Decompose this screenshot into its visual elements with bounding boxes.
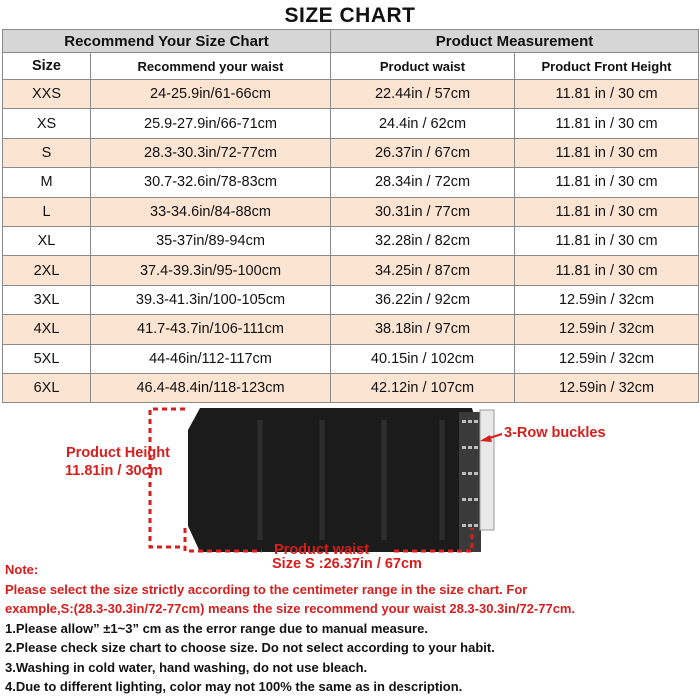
cell-recommend-waist: 41.7-43.7in/106-111cm [91, 315, 331, 344]
table-row [3, 109, 699, 138]
height-value: 11.81in / 30cm [65, 463, 163, 479]
cell-product-waist: 38.18in / 97cm [331, 315, 515, 344]
cell-product-waist: 42.12in / 107cm [331, 373, 515, 402]
cell-size: 5XL [3, 344, 91, 373]
table-row [3, 285, 699, 314]
cell-size: XS [3, 109, 91, 138]
cell-size: S [3, 138, 91, 167]
notes-heading: Note: [5, 562, 39, 577]
cell-product-waist: 32.28in / 82cm [331, 226, 515, 255]
column-header-front-height: Product Front Height [515, 53, 699, 80]
table-column-header-row [3, 53, 699, 80]
table-row [3, 256, 699, 285]
product-diagram [2, 406, 698, 560]
cell-product-waist: 24.4in / 62cm [331, 109, 515, 138]
table-row [3, 168, 699, 197]
size-chart-table [2, 29, 699, 403]
cell-front-height: 12.59in / 32cm [515, 344, 699, 373]
notes-item: 1.Please allow” ±1~3” cm as the error range due to manual measure. [5, 620, 428, 636]
buckles-label: 3-Row buckles [504, 425, 606, 441]
group-header-recommend: Recommend Your Size Chart [3, 30, 331, 53]
cell-product-waist: 36.22in / 92cm [331, 285, 515, 314]
notes-item: 2.Please check size chart to choose size. Do not select according to your habit. [5, 640, 495, 655]
group-header-measurement: Product Measurement [331, 30, 699, 53]
table-row [3, 80, 699, 109]
column-header-product-waist: Product waist [331, 53, 515, 80]
table-row [3, 315, 699, 344]
cell-size: 3XL [3, 285, 91, 314]
cell-size: XXS [3, 80, 91, 109]
cell-size: L [3, 197, 91, 226]
cell-front-height: 11.81 in / 30 cm [515, 80, 699, 109]
cell-recommend-waist: 37.4-39.3in/95-100cm [91, 256, 331, 285]
cell-front-height: 12.59in / 32cm [515, 285, 699, 314]
cell-product-waist: 28.34in / 72cm [331, 168, 515, 197]
cell-size: M [3, 168, 91, 197]
cell-size: 2XL [3, 256, 91, 285]
cell-recommend-waist: 33-34.6in/84-88cm [91, 197, 331, 226]
size-table-body [3, 80, 699, 403]
waist-trainer-image [188, 408, 494, 552]
cell-product-waist: 30.31in / 77cm [331, 197, 515, 226]
notes-warning-line-2: example,S:(28.3-30.3in/72-77cm) means the size recommend your waist 28.3-30.3in/72-77cm. [5, 601, 576, 616]
cell-front-height: 11.81 in / 30 cm [515, 168, 699, 197]
cell-front-height: 12.59in / 32cm [515, 373, 699, 402]
cell-size: 4XL [3, 315, 91, 344]
cell-recommend-waist: 30.7-32.6in/78-83cm [91, 168, 331, 197]
table-row [3, 138, 699, 167]
notes-item: 3.Washing in cold water, hand washing, do not use bleach. [5, 659, 368, 675]
cell-size: XL [3, 226, 91, 255]
table-row [3, 344, 699, 373]
table-group-header-row [3, 30, 699, 53]
page-title: SIZE CHART [284, 4, 416, 27]
cell-recommend-waist: 44-46in/112-117cm [91, 344, 331, 373]
notes-warning-line-1: Please select the size strictly according to the centimeter range in the size chart. For [5, 581, 528, 597]
cell-size: 6XL [3, 373, 91, 402]
cell-front-height: 11.81 in / 30 cm [515, 109, 699, 138]
cell-front-height: 12.59in / 32cm [515, 315, 699, 344]
column-header-size: Size [3, 53, 91, 80]
cell-recommend-waist: 28.3-30.3in/72-77cm [91, 138, 331, 167]
waist-value: Size S :26.37in / 67cm [272, 556, 422, 572]
cell-product-waist: 22.44in / 57cm [331, 80, 515, 109]
cell-front-height: 11.81 in / 30 cm [515, 138, 699, 167]
cell-product-waist: 26.37in / 67cm [331, 138, 515, 167]
cell-front-height: 11.81 in / 30 cm [515, 197, 699, 226]
product-diagram-svg [2, 406, 698, 560]
notes-section [5, 556, 695, 697]
height-label: Product Height [66, 445, 170, 461]
cell-recommend-waist: 46.4-48.4in/118-123cm [91, 373, 331, 402]
cell-recommend-waist: 25.9-27.9in/66-71cm [91, 109, 331, 138]
cell-front-height: 11.81 in / 30 cm [515, 226, 699, 255]
cell-recommend-waist: 39.3-41.3in/100-105cm [91, 285, 331, 314]
table-row [3, 373, 699, 402]
table-row [3, 197, 699, 226]
column-header-recommend-waist: Recommend your waist [91, 53, 331, 80]
cell-product-waist: 34.25in / 87cm [331, 256, 515, 285]
cell-recommend-waist: 35-37in/89-94cm [91, 226, 331, 255]
cell-recommend-waist: 24-25.9in/61-66cm [91, 80, 331, 109]
cell-product-waist: 40.15in / 102cm [331, 344, 515, 373]
waist-label: Product waist [274, 542, 370, 558]
table-row [3, 226, 699, 255]
cell-front-height: 11.81 in / 30 cm [515, 256, 699, 285]
notes-item: 4.Due to different lighting, color may not 100% the same as in description. [5, 679, 463, 694]
